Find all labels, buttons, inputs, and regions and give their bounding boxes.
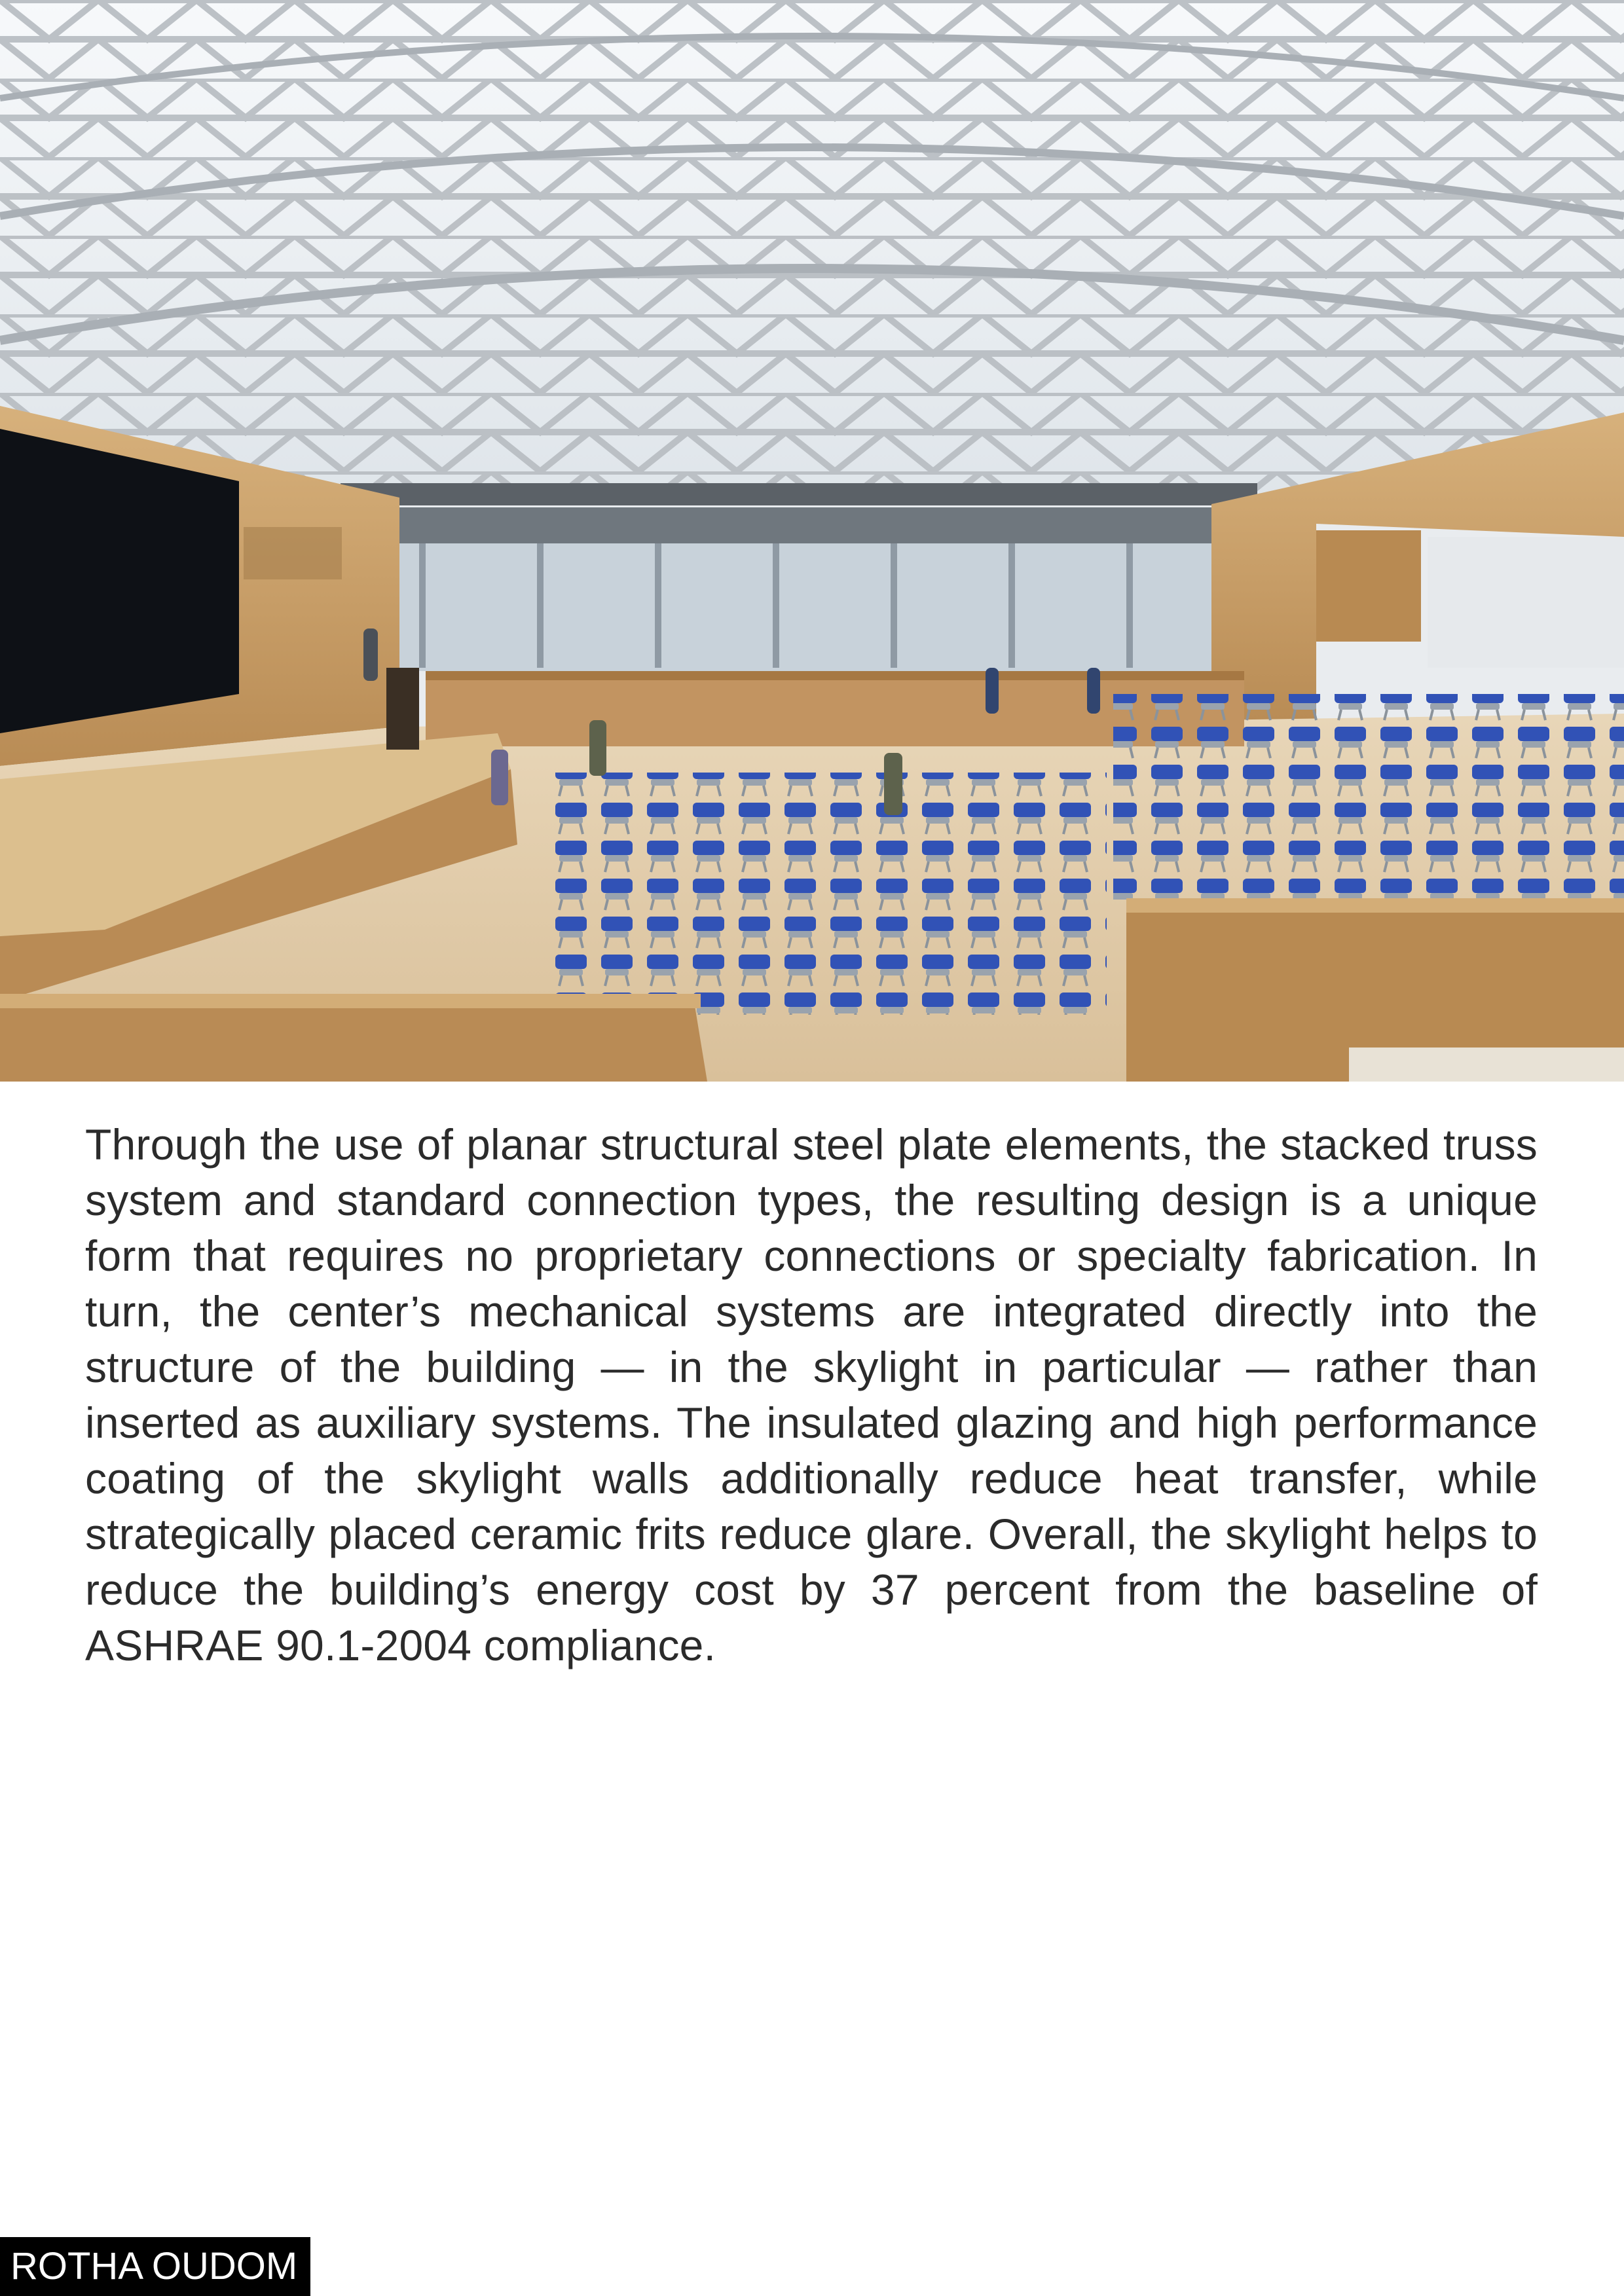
hero-photo — [0, 0, 1624, 1082]
author-tag: ROTHA OUDOM — [0, 2237, 310, 2296]
chair-rows-center — [544, 773, 1107, 1015]
atrium-illustration — [0, 0, 1624, 1082]
body-paragraph: Through the use of planar structural steel plate elements, the stacked truss system and standard connection types, the resulting design is a unique form that requires no proprietary connections or specialty fabrication. In turn, the center’s mechanical systems are integrated directly into the structure of the building — in the skylight in particular — rather than inserted as auxiliary systems. The insulated glazing and high performance coating of the skylight walls additionally reduce heat transfer, while strategically placed ceramic frits reduce glare. Overall, the skylight helps to reduce the building’s energy cost by 37 percent from the baseline of ASHRAE 90.1-2004 compliance. — [85, 1120, 1538, 1669]
skylight-truss — [0, 0, 1624, 498]
wall-signage — [244, 527, 342, 579]
lighting-rail — [341, 483, 1257, 505]
display-screen — [0, 429, 239, 733]
podium — [386, 668, 419, 750]
foreground-wall-left — [0, 1002, 707, 1082]
chair-rows-right — [1113, 694, 1624, 910]
